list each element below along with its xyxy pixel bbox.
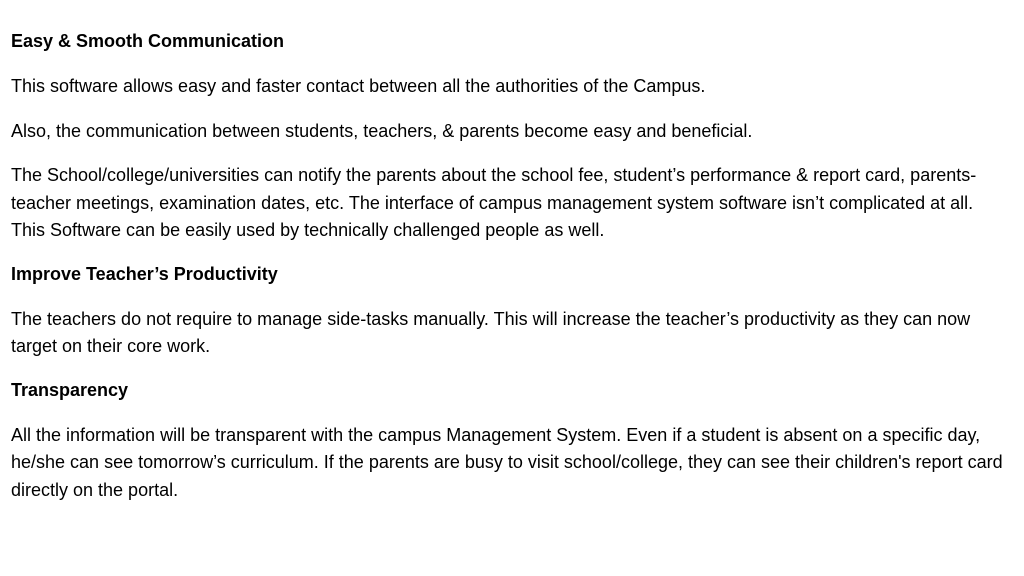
paragraph-notify-parents: The School/college/universities can notify the parents about the school fee, student’s performance & report card, parents-teacher meetings, examination dates, etc. The interface of campus management system software isn’t complicated at all. This Software can be easily used by technically challenged people as well. <box>11 165 977 240</box>
paragraph-contact: This software allows easy and faster contact between all the authorities of the Campus. <box>11 76 706 96</box>
paragraph-productivity: The teachers do not require to manage side-tasks manually. This will increase the teacher’s productivity as they can now target on their core work. <box>11 308 971 356</box>
section-heading-transparency: Transparency <box>11 379 129 400</box>
paragraph-communication: Also, the communication between students, teachers, & parents become easy and beneficial. <box>11 120 753 141</box>
section-heading-communication: Easy & Smooth Communication <box>11 31 285 51</box>
paragraph-transparency: All the information will be transparent with the campus Management System. Even if a student is absent on a specific day, he/she can see tomorrow’s curriculum. If the parents are busy to visit school/college, they can see their children's report card directly on the portal. <box>11 424 1003 500</box>
section-heading-productivity: Improve Teacher’s Productivity <box>11 263 278 284</box>
